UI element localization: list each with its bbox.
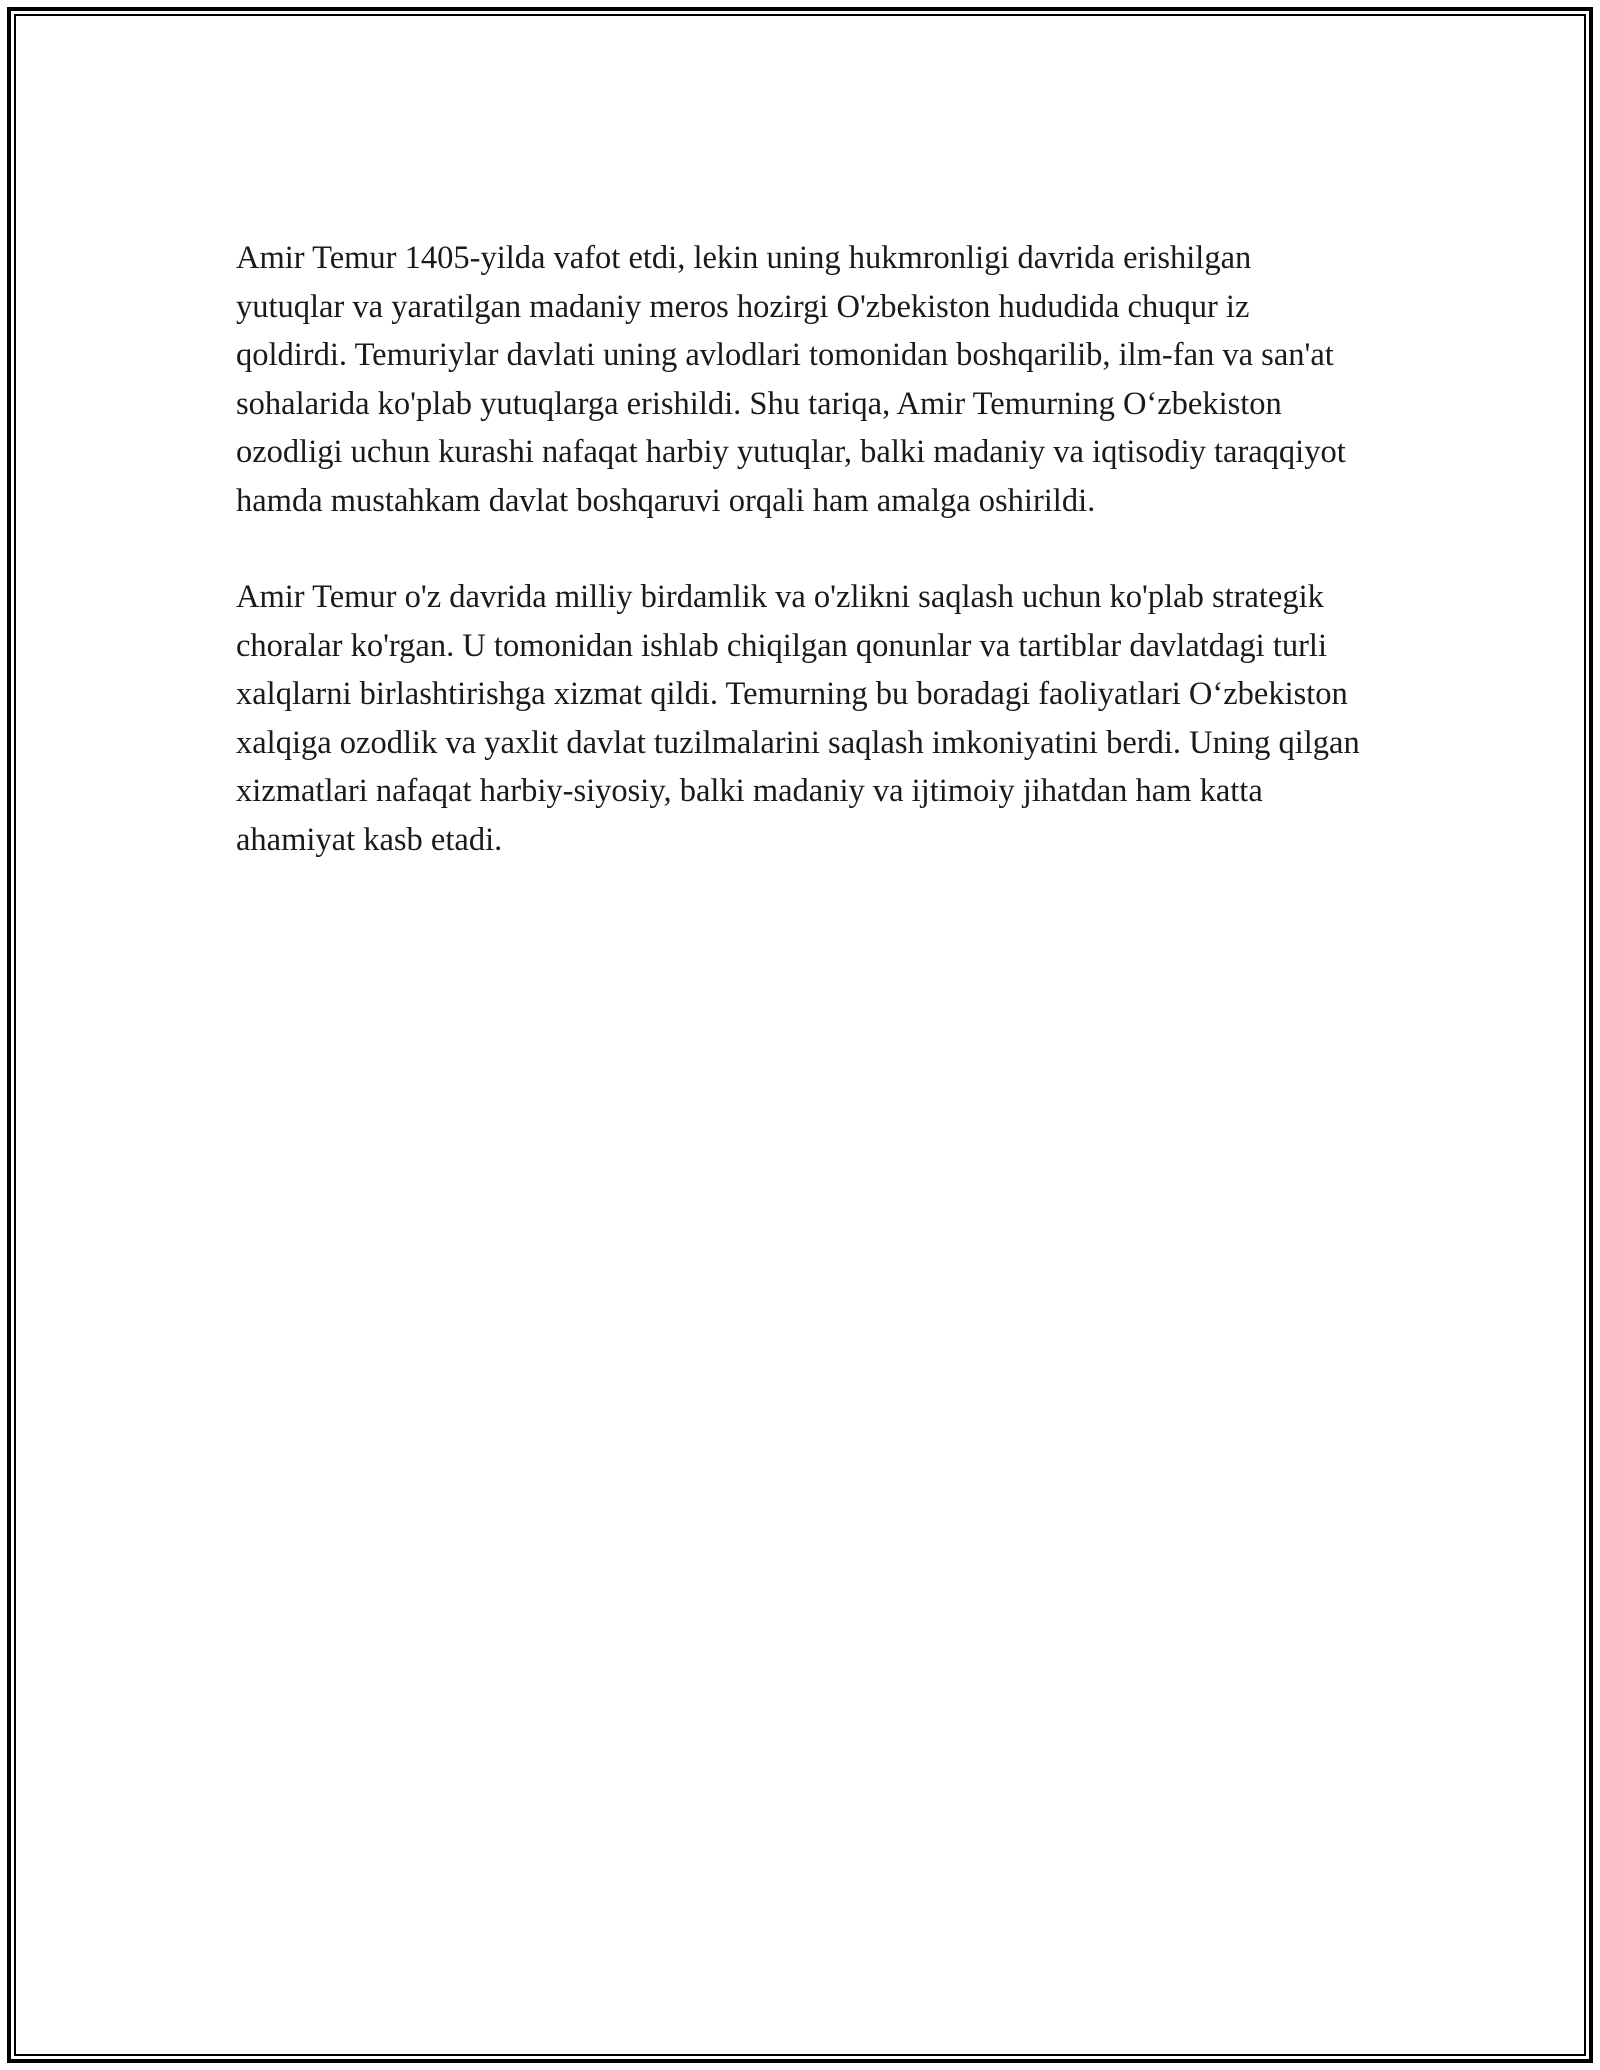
paragraph-1: Amir Temur 1405-yilda vafot etdi, lekin uning hukmronligi davrida erishilgan yutuqlar va yaratilgan madaniy meros hozirgi O'zbekiston hududida chuqur iz qoldirdi. Temuriylar davlati uning avlodlari tomonidan boshqarilib, ilm-fan va san'at sohalarida ko'plab yutuqlarga erishildi. Shu tariqa, Amir Temurning O‘zbekiston ozodligi uchun kurashi nafaqat harbiy yutuqlar, balki madaniy va iqtisodiy taraqqiyot hamda mustahkam davlat boshqaruvi orqali ham amalga oshirildi. [236, 240, 1346, 519]
document-body [236, 234, 1366, 864]
paragraph-2: Amir Temur o'z davrida milliy birdamlik va o'zlikni saqlash uchun ko'plab strategik choralar ko'rgan. U tomonidan ishlab chiqilgan qonunlar va tartiblar davlatdagi turli xalqlarni birlashtirishga xizmat qildi. Temurning bu boradagi faoliyatlari O‘zbekiston xalqiga ozodlik va yaxlit davlat tuzilmalarini saqlash imkoniyatini berdi. Uning qilgan xizmatlari nafaqat harbiy-siyosiy, balki madaniy va ijtimoiy jihatdan ham katta ahamiyat kasb etadi. [236, 579, 1360, 858]
